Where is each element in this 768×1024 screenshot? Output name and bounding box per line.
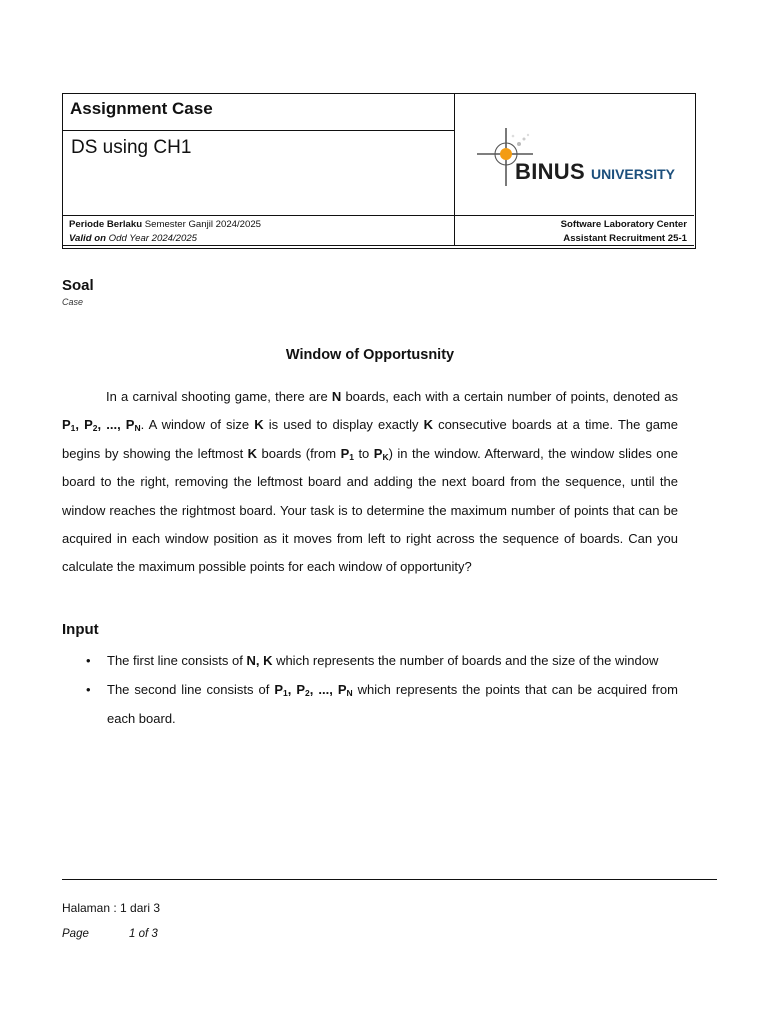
- section-heading: Soal: [62, 277, 94, 294]
- document-header: [62, 93, 696, 249]
- validity-cell: [63, 216, 455, 245]
- problem-description: In a carnival shooting game, there are N boards, each with a certain number of points, denoted as $P_1$, $P_2$, ..., $P_N$. A window of size K is used to display exactly K consecutive boards at a time. The game begins by showing the leftmost K boards (from $P_1$ to $P_K$) in the window. Afterward, the window slides one board to the right, removing the leftmost board and adding the next board from the sequence, until the window reaches the rightmost board. Your task is to determine the maximum number of points that can be acquired in each window position as it moves from left to right across the sequence of boards. Can you calculate the maximum possible points for each window of opportunity?: [62, 389, 678, 575]
- logo-binus-text: BINUS: [515, 159, 585, 184]
- footer-halaman: [62, 901, 160, 915]
- halaman-value: 1 dari 3: [120, 901, 161, 915]
- list-item: • The second line consists of $P_1$, $P_2$, ..., $P_N$ which represents the points that can be acquired from each board.: [62, 676, 678, 733]
- input-list: [62, 647, 678, 734]
- periode-label: Periode Berlaku: [69, 219, 143, 230]
- assignment-title: Assignment Case: [63, 94, 454, 131]
- page-label: Page: [62, 928, 89, 940]
- center-name: Software Laboratory Center: [560, 219, 687, 230]
- center-cell: [455, 216, 694, 245]
- input-heading: Input: [62, 621, 99, 638]
- header-logo-cell: [455, 94, 695, 215]
- halaman-label: Halaman :: [62, 901, 117, 915]
- list-item: • The first line consists of N, K which represents the number of boards and the size of the window: [62, 647, 678, 675]
- recruitment-label: Assistant Recruitment 25-1: [563, 233, 687, 244]
- valid-label: Valid on: [69, 233, 106, 244]
- header-bottom-row: [63, 215, 694, 246]
- periode-value: Semester Ganjil 2024/2025: [144, 219, 261, 230]
- footer-divider: [62, 879, 717, 880]
- page-value: 1 of 3: [129, 928, 158, 940]
- bullet-icon: •: [86, 653, 91, 668]
- section-subheading: Case: [62, 297, 84, 307]
- footer-page: [62, 928, 158, 940]
- bullet-icon: •: [86, 682, 91, 698]
- problem-title: Window of Opportusnity: [285, 347, 455, 363]
- valid-value: Odd Year 2024/2025: [108, 233, 198, 244]
- binus-logo: [477, 126, 687, 188]
- logo-university-text: UNIVERSITY: [590, 166, 675, 182]
- course-subtitle: DS using CH1: [71, 137, 192, 158]
- header-left-cell: [63, 94, 455, 215]
